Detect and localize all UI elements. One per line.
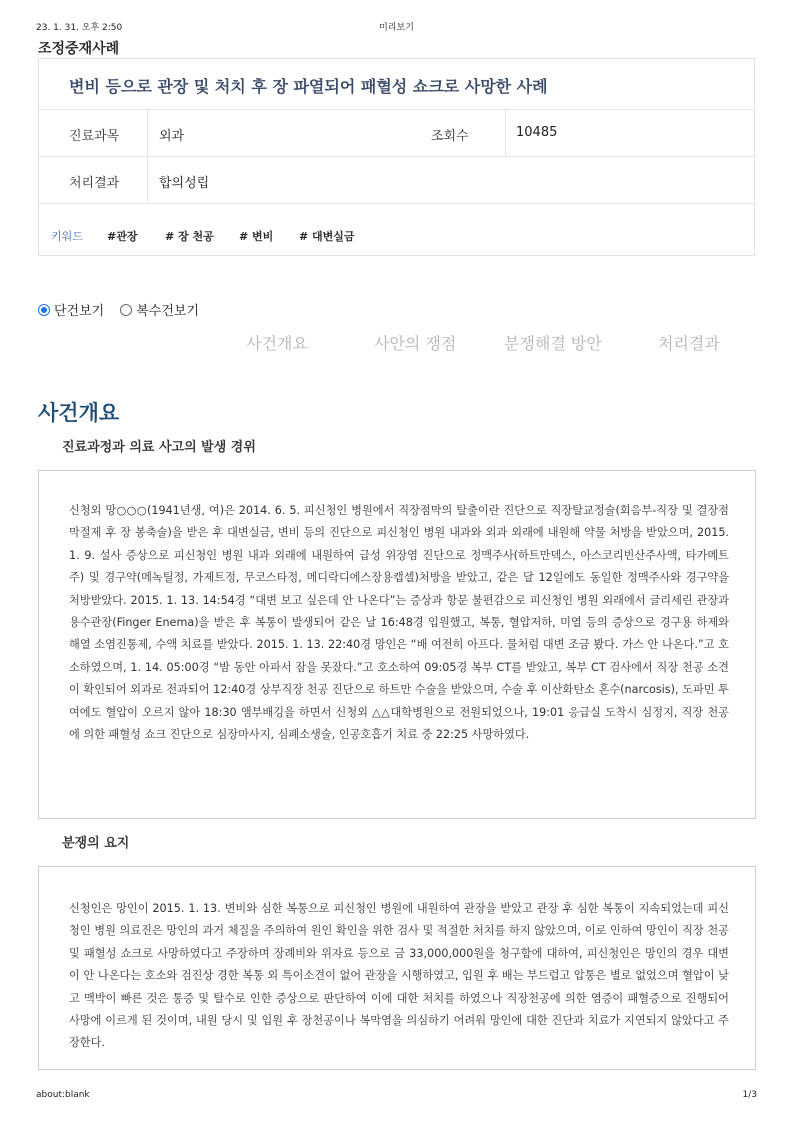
progress-text: 신청외 망○○○(1941년생, 여)은 2014. 6. 5. 피신청인 병원에서 직장점막의 탈출이란 진단으로 직장탈교정술(회음부-직장 및 결장점막절제 후 장 봉축술)을 받은 후 대변실금, 변비 등의 진단으로 피신청인 병원 내과와 외과 외래에 내원해 약물 처방을 받았으며, 2015. 1. 9. 설사 증상으로 피신청인 병원 내과 외래에 내원하여 급성 위장염 진단으로 정맥주사(하트만덱스, 아스코리빈산주사액, 타가메트 주) 및 경구약(메녹틸정, 가제트정, 무코스타정, 메디락디에스장용캡셀)처방을 받았고, 같은 달 12일에도 동일한 정맥주사와 경구약을 처방받았다. 2015. 1. 13. 14:54경 “대변 보고 싶은데 안 나온다”는 증상과 항문 불편감으로 피신청인 병원 외래에서 글리세린 관장과 용수관장(Finger Enema)을 받은 후 복통이 발생되어 같은 날 16:48경 입원했고, 복통, 혈압저하, 미열 등의 증상으로 경구용 하제와 해열 소염진통제, 수액 치료를 받았다. 2015. 1. 13. 22:40경 망인은 “배 여전히 아프다. 물처럼 대변 조금 봤다. 가스 안 나온다.”고 호소하였으며, 1. 14. 05:00경 “밤 동안 아파서 잠을 못잤다.”고 호소하여 09:05경 복부 CT를 받았고, 복부 CT 검사에서 직장 천공 소견이 확인되어 외과로 전과되어 12:40경 상부직장 천공 진단으로 하트만 수술을 받았으며, 수술 후 이산화탄소 혼수(narcosis), 도파민 투여에도 혈압이 오르지 않아 18:30 앰부배깅을 하면서 신청외 △△대학병원으로 전원되었으나, 19:01 응급실 도착시 심정지, 직장 천공에 의한 패혈성 쇼크 진단으로 심장마사지, 심폐소생술, 인공호흡기 치료 중 22:25 사망하였다. (69, 504, 729, 742)
print-url: about:blank (36, 1090, 90, 1100)
multi-view-radio[interactable] (120, 304, 132, 316)
page-number: 1/3 (742, 1090, 757, 1100)
tab-issues[interactable]: 사안의 쟁점 (374, 334, 457, 353)
progress-subheading: 진료과정과 의료 사고의 발생 경위 (62, 440, 256, 455)
keyword-tag[interactable]: #관장 (107, 230, 138, 243)
tab-resolution[interactable]: 분쟁해결 방안 (504, 334, 602, 353)
single-view-radio[interactable] (38, 304, 50, 316)
print-header (36, 20, 757, 34)
view-toggle (38, 300, 215, 319)
keyword-label: 키워드 (51, 230, 83, 243)
print-datetime: 23. 1. 31. 오후 2:50 (36, 23, 123, 33)
divider (147, 110, 148, 156)
multi-view-option[interactable] (120, 300, 199, 319)
views-label: 조회수 (431, 129, 469, 144)
info-row-keywords (39, 203, 754, 257)
single-view-label: 단건보기 (54, 304, 105, 319)
print-title: 미리보기 (379, 23, 414, 33)
dispute-subheading: 분쟁의 요지 (62, 836, 130, 851)
dept-value: 외과 (159, 129, 185, 144)
info-row-result (39, 156, 754, 203)
dispute-content-box (38, 866, 756, 1070)
result-value: 합의성립 (159, 176, 210, 191)
result-label: 처리결과 (69, 176, 120, 191)
tab-overview[interactable]: 사건개요 (246, 334, 308, 353)
case-title: 변비 등으로 관장 및 처치 후 장 파열되어 패혈성 쇼크로 사망한 사례 (69, 77, 548, 96)
divider (147, 157, 148, 203)
keyword-tag[interactable]: # 장 천공 (165, 230, 214, 243)
dispute-text: 신청인은 망인이 2015. 1. 13. 변비와 심한 복통으로 피신청인 병원에 내원하여 관장을 받았고 관장 후 심한 복통이 지속되었는데 피신청인 병원 의료진은 망인의 과거 체질을 주의하여 원인 확인을 위한 검사 및 적절한 처치를 하지 않았으며, 이로 인하여 망인이 직장 천공 및 패혈성 쇼크로 사망하였다고 주장하며 장례비와 위자료 등으로 금 33,000,000원을 청구함에 대하여, 피신청인은 망인의 경우 대변이 안 나온다는 호소와 검진상 경한 복통 외 특이소견이 없어 관장을 시행하였고, 입원 후 배는 부드럽고 압통은 별로 없었으며 혈압이 낮고 맥박이 빠른 것은 통증 및 탈수로 인한 증상으로 판단하여 이에 대한 처치를 하였으나 직장천공에 의한 염증이 패혈증으로 진행되어 사망에 이르게 된 것이며, 내원 당시 및 입원 후 장천공이나 복막염을 의심하기 어려워 망인에 대한 진단과 치료가 지연되지 않았다고 주장한다. (69, 902, 729, 1050)
keyword-tag[interactable]: # 대변실금 (299, 230, 355, 243)
keyword-tag[interactable]: # 변비 (239, 230, 274, 243)
overview-heading: 사건개요 (38, 401, 120, 425)
progress-content-box (38, 470, 756, 819)
section-title: 조정중재사례 (38, 41, 120, 57)
views-value: 10485 (516, 125, 558, 140)
single-view-option[interactable] (38, 300, 104, 319)
section-tabs (0, 331, 793, 355)
divider (505, 110, 506, 156)
dept-label: 진료과목 (69, 129, 120, 144)
case-info-box (38, 58, 755, 256)
info-row-dept (39, 109, 754, 156)
multi-view-label: 복수건보기 (136, 304, 200, 319)
tab-result[interactable]: 처리결과 (658, 334, 720, 353)
